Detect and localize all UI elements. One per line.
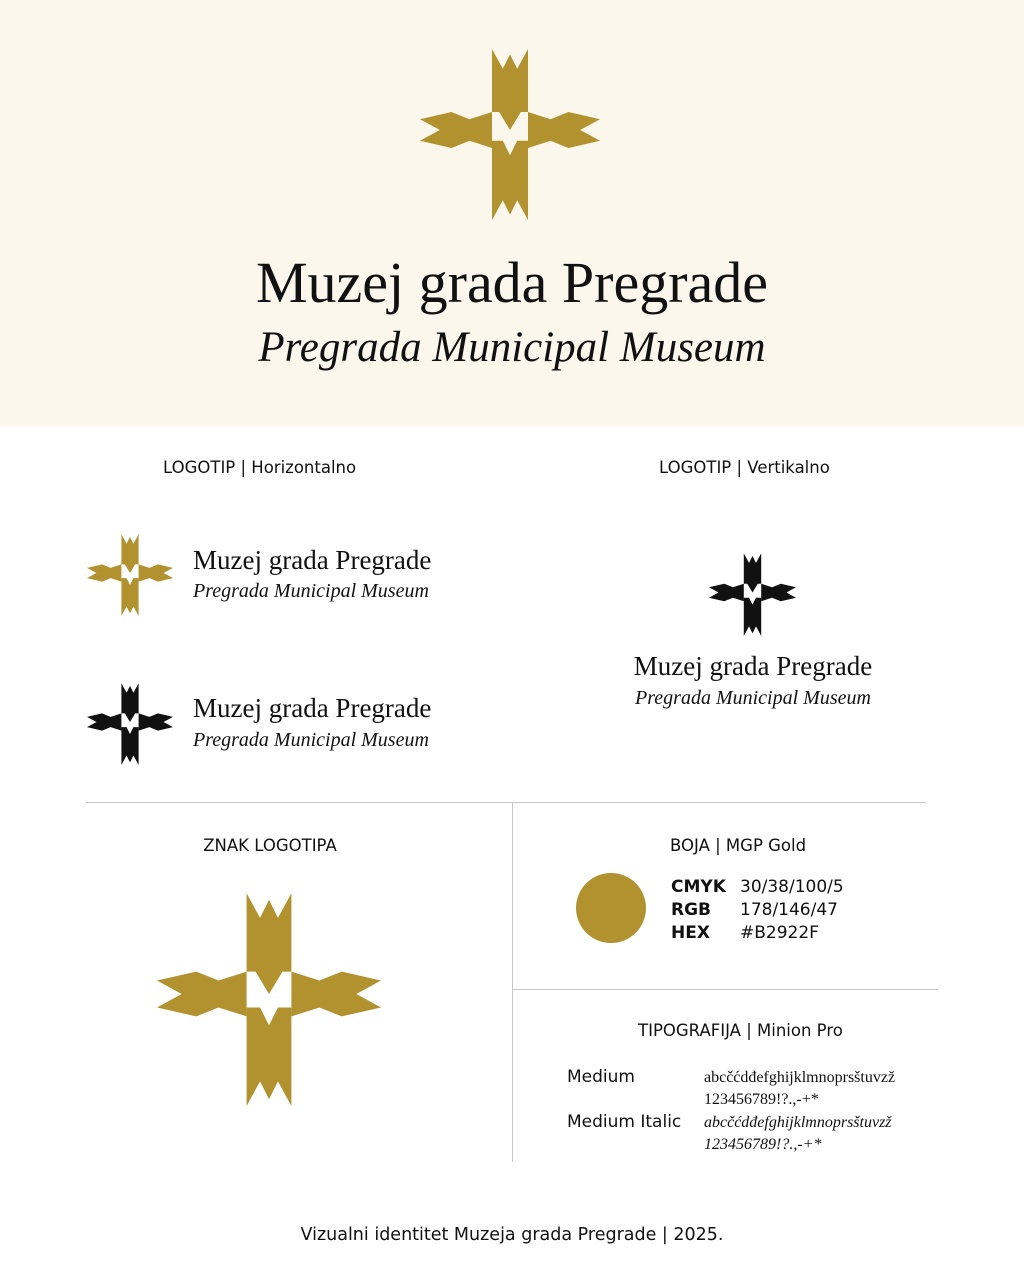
section-divider	[86, 802, 926, 803]
type-sample-numbers-italic: 123456789!?.,-+*	[704, 1136, 822, 1153]
typography-section-label: TIPOGRAFIJA | Minion Pro	[638, 1021, 843, 1040]
horizontal-black-title: Muzej grada Pregrade	[193, 693, 432, 723]
color-key: CMYK	[671, 877, 726, 897]
large-emblem-icon	[157, 882, 381, 1106]
black-emblem-icon	[87, 679, 173, 765]
vertical-emblem-icon	[709, 549, 796, 636]
emblem-section-label: ZNAK LOGOTIPA	[203, 836, 337, 855]
footer-text: Vizualni identitet Muzeja grada Pregrade | 2025.	[300, 1225, 724, 1245]
hero-emblem-icon	[420, 40, 600, 220]
right-divider	[512, 989, 938, 990]
color-value: 30/38/100/5	[740, 877, 844, 897]
color-values	[671, 876, 844, 945]
color-row	[671, 922, 844, 945]
color-row	[671, 899, 844, 922]
horizontal-gold-subtitle: Pregrada Municipal Museum	[193, 580, 429, 602]
color-value: 178/146/47	[740, 900, 838, 920]
color-section-label: BOJA | MGP Gold	[670, 836, 807, 855]
type-sample-letters-italic: abcčćdđefghijklmnoprsštuvzž	[704, 1114, 892, 1131]
type-style-name: Medium	[567, 1067, 635, 1087]
vertical-subtitle: Pregrada Municipal Museum	[635, 687, 871, 709]
gold-emblem-icon	[87, 530, 173, 616]
color-key: HEX	[671, 923, 710, 943]
horizontal-black-subtitle: Pregrada Municipal Museum	[193, 729, 429, 751]
logo-vertical-label: LOGOTIP | Vertikalno	[659, 458, 830, 477]
hero-subtitle: Pregrada Municipal Museum	[258, 324, 766, 371]
logo-horizontal-label: LOGOTIP | Horizontalno	[163, 458, 357, 477]
type-sample-letters: abcčćdđefghijklmnoprsštuvzž	[704, 1069, 896, 1086]
type-sample-numbers: 123456789!?.,-+*	[704, 1091, 819, 1108]
gold-color-swatch	[576, 873, 646, 943]
hero-title: Muzej grada Pregrade	[255, 250, 769, 315]
vertical-title: Muzej grada Pregrade	[633, 651, 873, 681]
type-style-name: Medium Italic	[567, 1112, 682, 1132]
color-key: RGB	[671, 900, 712, 920]
color-row	[671, 876, 844, 899]
column-divider	[512, 802, 513, 1162]
color-value: #B2922F	[740, 923, 819, 943]
horizontal-gold-title: Muzej grada Pregrade	[193, 545, 432, 575]
